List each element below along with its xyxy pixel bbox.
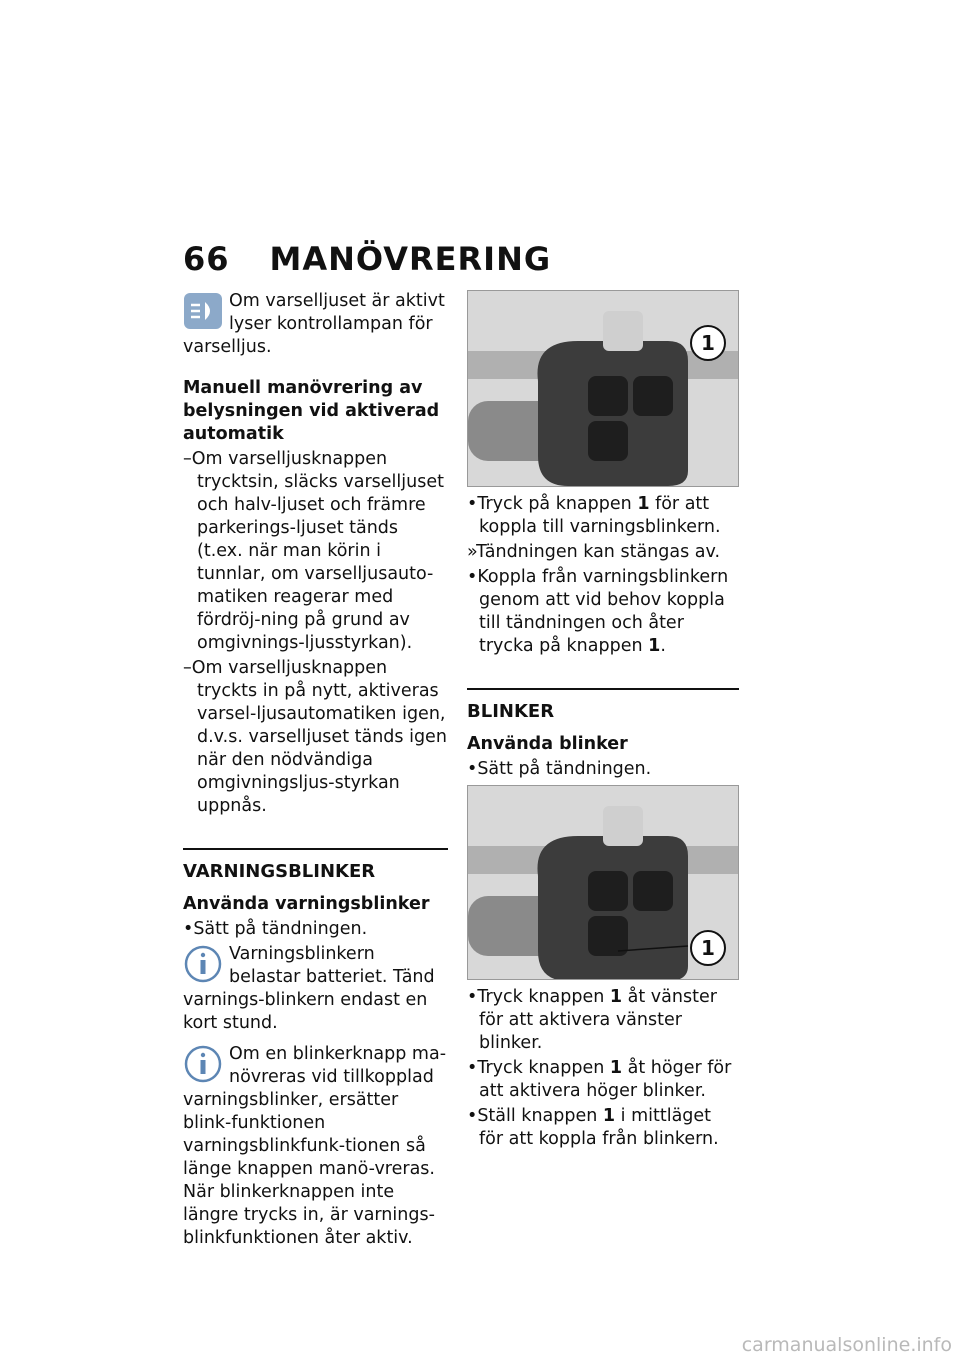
- section-heading-varningsblinker: VARNINGSBLINKER: [183, 848, 448, 883]
- sub-heading: Använda varningsblinker: [183, 894, 430, 914]
- watermark: carmanualsonline.info: [741, 1334, 952, 1356]
- sub-heading: Använda blinker: [467, 734, 628, 754]
- section-heading-blinker: BLINKER: [467, 688, 739, 723]
- bullet-item: •Tryck knappen 1 åt vänster för att aktivera vänster blinker.: [467, 987, 717, 1053]
- bullet-item: •Tryck knappen 1 åt höger för att aktivera höger blinker.: [467, 1058, 732, 1101]
- callout-1: 1: [690, 930, 726, 966]
- result-item: »Tändningen kan stängas av.: [467, 542, 721, 562]
- page-header: [183, 240, 551, 278]
- dash-item: –Om varselljusknappen tryckts in på nytt, aktiveras varsel-ljusautomatiken igen, d.v.s. varselljuset tänds igen när den nödvändiga omgivningsljus-styrkan uppnås.: [183, 658, 447, 816]
- page-number: 66: [183, 240, 230, 278]
- bullet-item: •Ställ knappen 1 i mittläget för att koppla från blinkern.: [467, 1106, 719, 1149]
- right-column: [467, 290, 739, 1153]
- handlebar-switch-figure: [467, 290, 739, 487]
- bullet-item: •Koppla från varningsblinkern genom att vid behov koppla till tändningen och åter trycka på knappen 1.: [467, 567, 729, 656]
- bullet-item: •Sätt på tändningen.: [467, 759, 652, 779]
- page-title: MANÖVRERING: [269, 240, 552, 278]
- switch-illustration: [468, 291, 738, 486]
- daytime-running-light-icon: [183, 292, 223, 330]
- callout-1: 1: [690, 325, 726, 361]
- note-text: Om en blinkerknapp ma-növreras vid tillkopplad varningsblinker, ersätter blink-funktionen varningsblinkfunk-tionen så länge knappen manö-vreras. När blinkerknappen inte längre trycks in, är varnings-blinkfunktionen åter aktiv.: [183, 1044, 447, 1248]
- dash-item: –Om varselljusknappen trycktsin, släcks varselljuset och halv-ljuset och främre parkerings-ljuset tänds (t.ex. när man körin i tunnlar, om varselljusauto-matiken reagerar med fördröj-ning på grund av omgivnings-ljusstyrkan).: [183, 449, 444, 653]
- bullet-item: •Sätt på tändningen.: [183, 919, 368, 939]
- handlebar-switch-figure: [467, 785, 739, 980]
- info-icon: [183, 1045, 223, 1083]
- note-text: Varningsblinkern belastar batteriet. Tänd varnings-blinkern endast en kort stund.: [183, 944, 435, 1033]
- intro-text: Om varselljuset är aktivt lyser kontrollampan för varselljus.: [183, 291, 445, 357]
- info-icon: [183, 945, 223, 983]
- manual-heading: Manuell manövrering av belysningen vid aktiverad automatik: [183, 378, 440, 444]
- bullet-item: •Tryck på knappen 1 för att koppla till varningsblinkern.: [467, 494, 721, 537]
- left-column: [183, 290, 448, 1258]
